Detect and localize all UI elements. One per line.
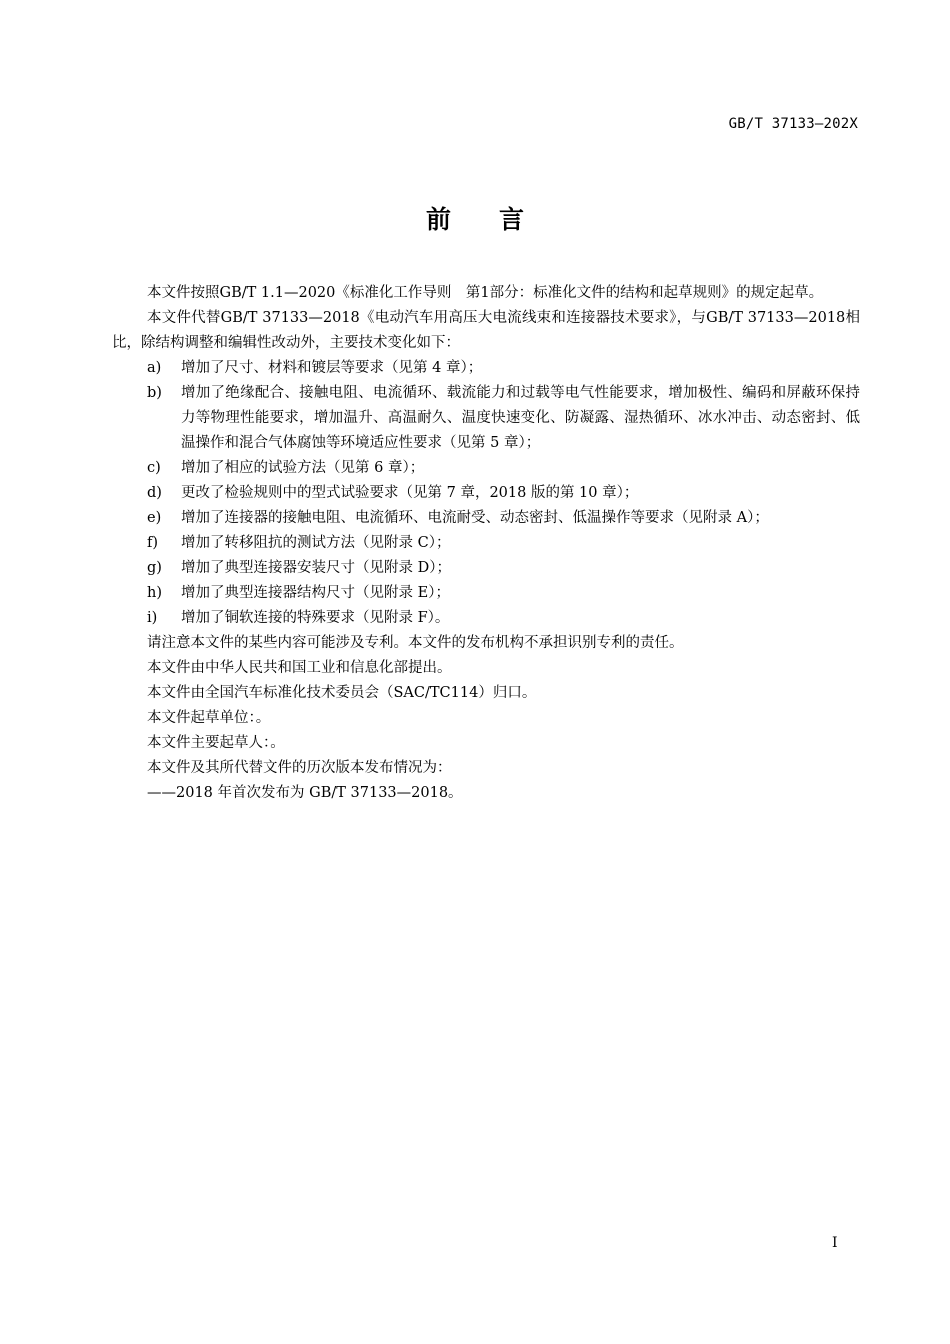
- proposed-by: 本文件由中华人民共和国工业和信息化部提出。: [147, 660, 452, 676]
- list-item: [112, 481, 860, 506]
- drafting-units: 本文件起草单位：。: [147, 710, 271, 726]
- document-code: GB/T 37133—202X: [728, 116, 858, 132]
- list-marker: d): [147, 485, 162, 501]
- list-marker: g): [147, 560, 162, 576]
- list-item-text: 增加了典型连接器安装尺寸（见附录 D）；: [181, 560, 451, 576]
- list-item-text: 增加了相应的试验方法（见第 6 章）；: [181, 460, 425, 476]
- page-title: [0, 200, 950, 236]
- preface-body: [112, 281, 860, 806]
- list-marker: h): [147, 585, 162, 601]
- drafting-rule-paragraph: 本文件按照GB/T 1.1—2020《标准化工作导则 第1部分：标准化文件的结构和起草规则》的规定起草。: [147, 285, 824, 301]
- list-item: [112, 456, 860, 481]
- list-marker: b): [147, 385, 162, 401]
- list-item-text: 增加了典型连接器结构尺寸（见附录 E）；: [181, 585, 450, 601]
- title-char-1: 前: [425, 205, 451, 234]
- list-item: [112, 581, 860, 606]
- list-marker: f): [147, 535, 159, 551]
- list-item: [112, 356, 860, 381]
- list-marker: e): [147, 510, 162, 526]
- title-char-2: 言: [499, 205, 525, 234]
- list-item-text: 增加了尺寸、材料和镀层等要求（见第 4 章）；: [181, 360, 483, 376]
- list-item: [112, 531, 860, 556]
- list-item: [112, 556, 860, 581]
- list-marker: c): [147, 460, 161, 476]
- list-item: [112, 606, 860, 631]
- list-item-text: 更改了检验规则中的型式试验要求（见第 7 章，2018 版的第 10 章）；: [181, 485, 639, 501]
- history-intro: 本文件及其所代替文件的历次版本发布情况为：: [147, 760, 452, 776]
- history-item: ——2018 年首次发布为 GB/T 37133—2018。: [147, 785, 463, 801]
- replacement-paragraph: 本文件代替GB/T 37133—2018《电动汽车用高压大电流线束和连接器技术要求》，与GB/T 37133—2018相比，除结构调整和编辑性改动外，主要技术变化如下：: [112, 310, 860, 351]
- list-item: [112, 506, 860, 531]
- list-item-text: 增加了连接器的接触电阻、电流循环、电流耐受、动态密封、低温操作等要求（见附录 A）；: [181, 510, 769, 526]
- list-item-text: 增加了绝缘配合、接触电阻、电流循环、载流能力和过载等电气性能要求，增加极性、编码和屏蔽环保持力等物理性能要求，增加温升、高温耐久、温度快速变化、防凝露、湿热循环、冰水冲击、动态密封、低温操作和混合气体腐蚀等环境适应性要求（见第 5 章）；: [181, 385, 860, 451]
- list-item: [112, 381, 860, 456]
- patent-notice: 请注意本文件的某些内容可能涉及专利。本文件的发布机构不承担识别专利的责任。: [147, 635, 684, 651]
- list-item-text: 增加了铜软连接的特殊要求（见附录 F）。: [181, 610, 450, 626]
- page-number: I: [832, 1235, 838, 1251]
- main-drafters: 本文件主要起草人：。: [147, 735, 285, 751]
- list-marker: i): [147, 610, 158, 626]
- list-marker: a): [147, 360, 162, 376]
- managed-by: 本文件由全国汽车标准化技术委员会（SAC/TC114）归口。: [147, 685, 537, 701]
- list-item-text: 增加了转移阻抗的测试方法（见附录 C）；: [181, 535, 451, 551]
